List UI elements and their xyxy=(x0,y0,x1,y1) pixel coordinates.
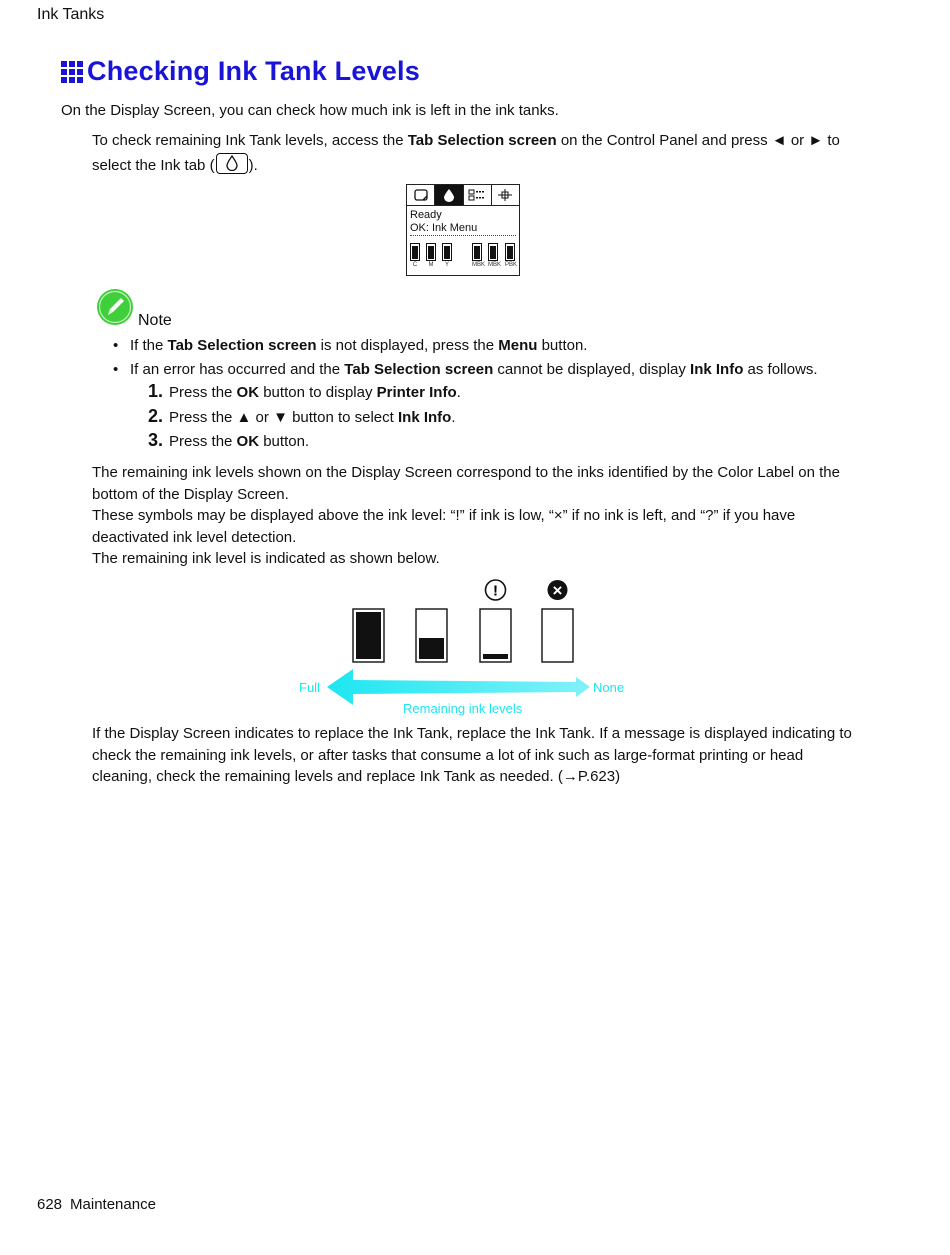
lcd-ink-fill xyxy=(428,246,434,259)
grid-icon xyxy=(61,61,83,83)
note-bullet: • If an error has occurred and the Tab Selection screen cannot be displayed, display Ink Info as follows. xyxy=(113,358,873,382)
instructions-paragraph: To check remaining Ink Tank levels, access the Tab Selection screen on the Control Panel and press ◄ or ► to select the Ink tab ( ). xyxy=(92,132,840,174)
lcd-ink-fill xyxy=(412,246,418,259)
lcd-hint-line: OK: Ink Menu xyxy=(410,222,478,234)
ink-tank-fill xyxy=(483,654,508,659)
figure-caption: Remaining ink levels xyxy=(403,701,523,716)
ink-tank xyxy=(416,609,447,662)
lcd-tab-settings xyxy=(492,185,519,205)
paragraph: These symbols may be displayed above the ink level: “!” if ink is low, “×” if no ink is left, and “?” if you have deactivated ink level detection. xyxy=(92,507,796,546)
intro-text: On the Display Screen, you can check how much ink is left in the ink tanks. xyxy=(61,102,559,119)
lcd-ink-tank xyxy=(488,243,498,261)
lcd-tank-label: Y xyxy=(444,262,449,268)
ink-tab-icon xyxy=(216,153,248,174)
ink-tank xyxy=(542,609,573,662)
paragraph: The remaining ink levels shown on the Display Screen correspond to the inks identified by the Color Label on the bottom of the Display Screen. xyxy=(92,464,840,503)
lcd-tab-ink xyxy=(435,185,463,205)
lcd-tank-label: M xyxy=(428,262,434,268)
crosshair-icon xyxy=(496,189,514,201)
lcd-ink-tank xyxy=(426,243,436,261)
lcd-tab-bar xyxy=(407,185,519,206)
lcd-display xyxy=(406,184,520,276)
ink-drop-icon xyxy=(444,189,454,202)
replacement-paragraph: If the Display Screen indicates to replace the Ink Tank, replace the Ink Tank. If a message is displayed indicating to check the remaining ink levels, or after tasks that consume a lot of ink such as large-format printing or head cleaning, check the remaining levels and replace Ink Tank as needed. (→P.623) xyxy=(92,725,852,785)
paragraph: The remaining ink level is indicated as shown below. xyxy=(92,550,440,567)
note-pencil-icon xyxy=(96,288,134,326)
tab-selection-screen-term: Tab Selection screen xyxy=(407,132,557,149)
lcd-tank-label: PBK xyxy=(505,262,518,268)
step-item: 2. Press the ▲ or ▼ button to select Ink Info. xyxy=(148,405,456,426)
label-full: Full xyxy=(299,680,320,695)
step-item: 1. Press the OK button to display Printer Info. xyxy=(148,381,461,401)
paper-icon xyxy=(414,189,428,201)
lcd-tank-label: MBK xyxy=(472,262,486,268)
note-bullet: • If the Tab Selection screen is not displayed, press the Menu button. xyxy=(113,334,873,358)
page-footer xyxy=(37,1196,156,1213)
no-ink-symbol: × xyxy=(552,581,563,600)
page-title: Checking Ink Tank Levels xyxy=(87,56,420,86)
note-bullet-list xyxy=(113,334,873,382)
ink-tank-fill xyxy=(419,638,444,659)
lcd-ink-tank xyxy=(442,243,452,261)
ink-tank-fill xyxy=(356,612,381,659)
footer-section: Maintenance xyxy=(70,1196,156,1213)
lcd-ink-tank xyxy=(472,243,482,261)
ink-level-explanation xyxy=(92,462,852,570)
lcd-status-line: Ready xyxy=(410,209,442,221)
note-step-list xyxy=(148,380,461,454)
note-label: Note xyxy=(138,312,172,329)
ink-tank xyxy=(480,609,511,662)
lcd-ink-fill xyxy=(474,246,480,259)
list-icon xyxy=(468,189,486,201)
lcd-ink-fill xyxy=(444,246,450,259)
ink-tank xyxy=(353,609,384,662)
ink-level-diagram xyxy=(290,576,650,721)
label-none: None xyxy=(593,680,625,695)
page-number: 628 xyxy=(37,1196,63,1213)
lcd-ink-fill xyxy=(507,246,513,259)
lcd-ink-tank xyxy=(505,243,515,261)
running-header: Ink Tanks xyxy=(37,6,105,23)
lcd-tank-label: C xyxy=(412,262,418,268)
step-item: 3. Press the OK button. xyxy=(148,430,310,450)
lcd-tank-label: MBK xyxy=(488,262,502,268)
lcd-ink-fill xyxy=(490,246,496,259)
lcd-tab-paper xyxy=(407,185,435,205)
section-heading xyxy=(61,56,420,87)
low-ink-symbol: ! xyxy=(493,582,498,600)
lcd-divider xyxy=(410,235,516,236)
ink-tank-outline xyxy=(542,609,573,662)
lcd-tab-job xyxy=(464,185,492,205)
lcd-ink-tank xyxy=(410,243,420,261)
full-to-none-arrow xyxy=(327,669,590,705)
ink-level-figure xyxy=(290,576,650,721)
